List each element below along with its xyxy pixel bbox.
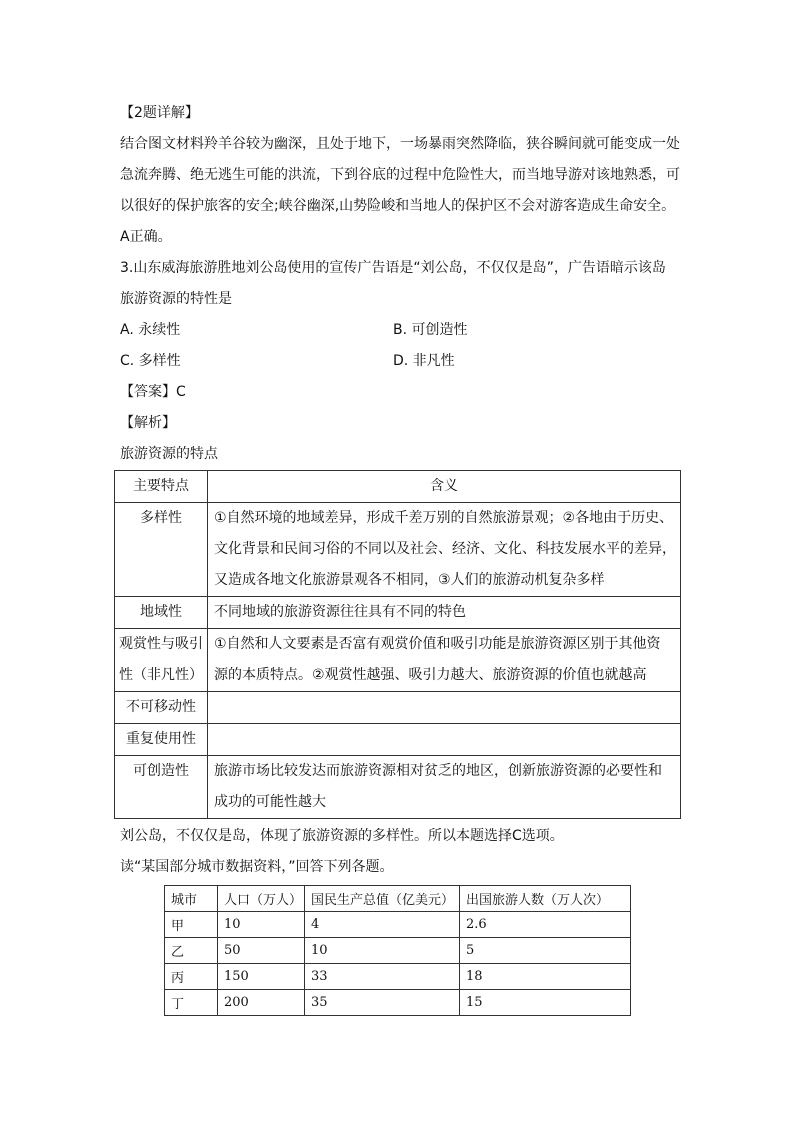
meaning-line — [214, 724, 674, 755]
features-table — [114, 470, 681, 819]
gnp-cell: 10 — [305, 938, 460, 964]
header-meaning: 含义 — [208, 471, 681, 503]
table-row — [115, 692, 681, 724]
feature-cell: 观赏性与吸引 — [119, 636, 203, 652]
feature-cell: 地域性 — [140, 604, 182, 620]
header-feature: 主要特点 — [115, 471, 208, 503]
meaning-line: 文化背景和民间习俗的不同以及社会、经济、文化、科技发展水平的差异， — [214, 541, 676, 557]
meaning-line: 不同地域的旅游资源往往具有不同的特色 — [214, 604, 466, 620]
table-row — [115, 597, 681, 629]
table-row — [165, 964, 631, 990]
conclusion: 刘公岛，不仅仅是岛，体现了旅游资源的多样性。所以本题选择C选项。 — [120, 828, 564, 844]
question-stem: 旅游资源的特性是 — [120, 291, 232, 307]
meaning-line: ①自然环境的地域差异，形成千差万别的自然旅游景观；②各地由于历史、 — [214, 510, 674, 526]
meaning-line: ①自然和人文要素是否富有观赏价值和吸引功能是旅游资源区别于其他资 — [214, 636, 661, 652]
option-b: B. 可创造性 — [393, 322, 468, 338]
table-intro: 旅游资源的特点 — [120, 446, 218, 462]
gnp-cell: 4 — [305, 912, 460, 938]
feature-cell: 重复使用性 — [126, 731, 196, 747]
table-row — [115, 629, 681, 692]
meaning-line: 成功的可能性越大 — [214, 794, 326, 810]
read-prompt: 读“某国部分城市数据资料，”回答下列各题。 — [120, 859, 394, 875]
city-cell: 甲 — [165, 912, 218, 938]
gnp-cell: 35 — [305, 990, 460, 1016]
option-d: D. 非凡性 — [393, 353, 455, 369]
header-population: 人口（万人） — [218, 886, 305, 912]
city-cell: 丙 — [165, 964, 218, 990]
table-row — [165, 990, 631, 1016]
meaning-line: 旅游市场比较发达而旅游资源相对贫乏的地区，创新旅游资源的必要性和 — [214, 763, 662, 779]
city-cell: 乙 — [165, 938, 218, 964]
paragraph-line: A正确。 — [120, 229, 172, 245]
analysis-heading: 【解析】 — [120, 415, 176, 431]
question-stem: 3.山东威海旅游胜地刘公岛使用的宣传广告语是“刘公岛，不仅仅是岛”，广告语暗示该岛 — [120, 260, 666, 276]
feature-cell: 多样性 — [140, 510, 182, 526]
city-table — [164, 885, 631, 1016]
table-row — [115, 503, 681, 597]
population-cell: 10 — [218, 912, 305, 938]
tourists-cell: 5 — [460, 938, 631, 964]
population-cell: 200 — [218, 990, 305, 1016]
population-cell: 150 — [218, 964, 305, 990]
tourists-cell: 2.6 — [460, 912, 631, 938]
option-a: A. 永续性 — [120, 322, 181, 338]
gnp-cell: 33 — [305, 964, 460, 990]
header-gnp: 国民生产总值（亿美元） — [305, 886, 460, 912]
feature-cell: 性（非凡性） — [119, 667, 203, 683]
table-row — [165, 938, 631, 964]
feature-cell: 不可移动性 — [126, 699, 196, 715]
paragraph-line: 以很好的保护旅客的安全;峡谷幽深,山势险峻和当地人的保护区不会对游客造成生命安全。 — [120, 198, 676, 214]
paragraph-line: 结合图文材料羚羊谷较为幽深，且处于地下，一场暴雨突然降临，狭谷瞬间就可能变成一处 — [120, 136, 680, 152]
header-city: 城市 — [165, 886, 218, 912]
feature-cell: 可创造性 — [133, 763, 189, 779]
option-c: C. 多样性 — [120, 353, 181, 369]
population-cell: 50 — [218, 938, 305, 964]
header-outbound-tourists: 出国旅游人数（万人次） — [460, 886, 631, 912]
table-header-row — [165, 886, 631, 912]
table-header-row — [115, 471, 681, 503]
meaning-line: 又造成各地文化旅游景观各不相同，③人们的旅游动机复杂多样 — [214, 572, 605, 588]
table-row — [115, 724, 681, 756]
section-heading: 【2题详解】 — [120, 105, 199, 121]
tourists-cell: 18 — [460, 964, 631, 990]
answer: 【答案】C — [120, 384, 186, 400]
tourists-cell: 15 — [460, 990, 631, 1016]
table-row — [165, 912, 631, 938]
city-cell: 丁 — [165, 990, 218, 1016]
meaning-line — [214, 692, 674, 723]
meaning-line: 源的本质特点。②观赏性越强、吸引力越大、旅游资源的价值也就越高 — [214, 667, 647, 683]
paragraph-line: 急流奔腾、绝无逃生可能的洪流，下到谷底的过程中危险性大，而当地导游对该地熟悉，可 — [120, 167, 680, 183]
table-row — [115, 756, 681, 819]
